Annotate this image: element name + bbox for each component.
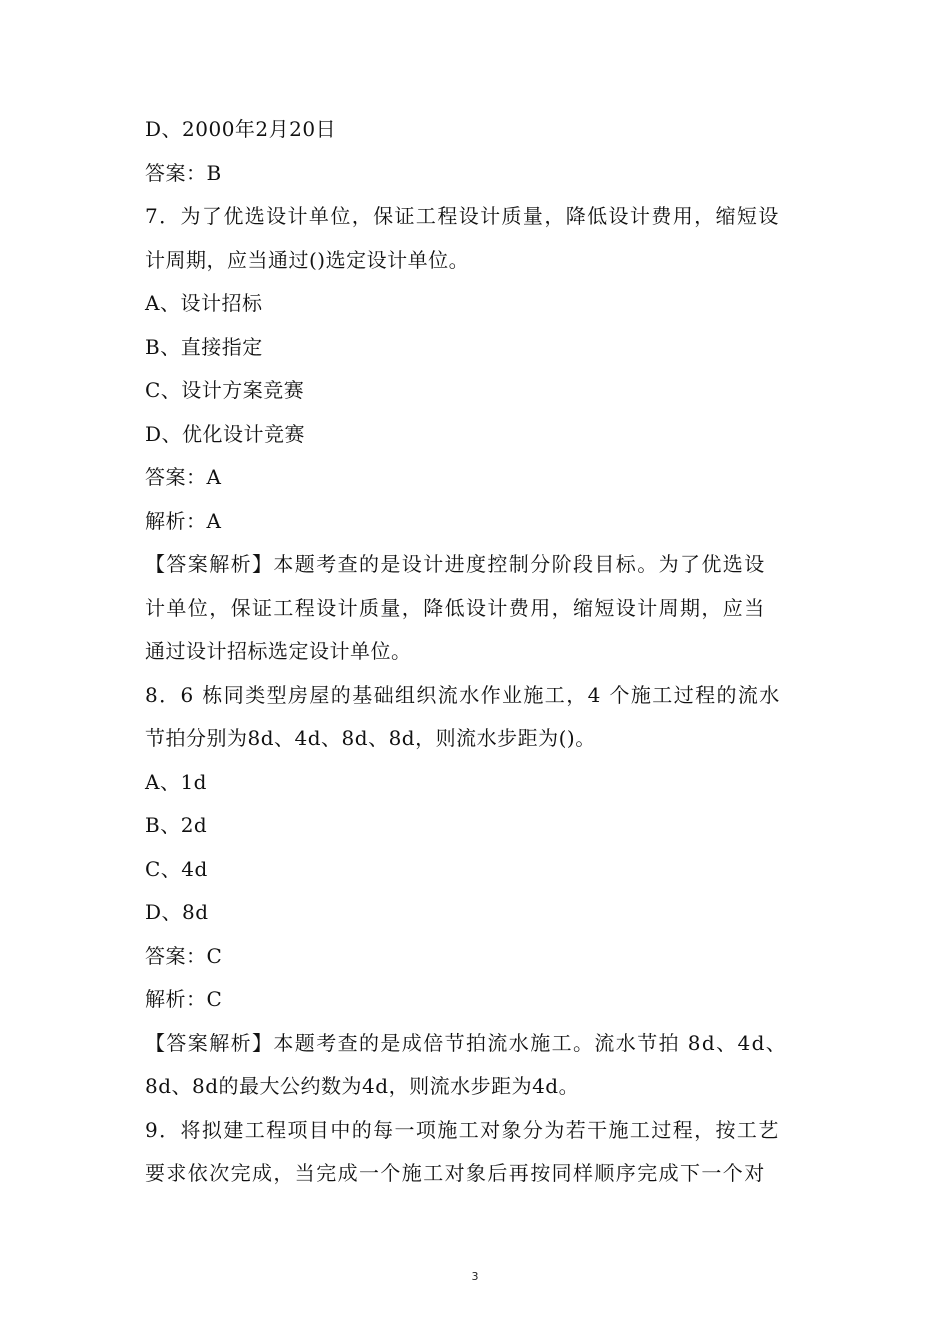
option-a-q8: A、1d xyxy=(145,769,207,794)
question-7-line-1: 7．为了优选设计单位，保证工程设计质量，降低设计费用，缩短设 xyxy=(145,204,780,228)
option-d-q6: D、2000年2月20日 xyxy=(145,117,337,141)
answer-q8: 答案：C xyxy=(145,943,223,968)
question-9-line-1: 9．将拟建工程项目中的每一项施工对象分为若干施工过程，按工艺 xyxy=(145,1117,780,1142)
explanation-q8-line-2: 8d、8d的最大公约数为4d，则流水步距为4d。 xyxy=(145,1074,580,1098)
page-number: 3 xyxy=(471,1270,479,1283)
analysis-q8: 解析：C xyxy=(145,987,223,1011)
question-9-line-2: 要求依次完成，当完成一个施工对象后再按同样顺序完成下一个对 xyxy=(145,1161,766,1185)
explanation-q7-line-3: 通过设计招标选定设计单位。 xyxy=(145,639,412,663)
document-body xyxy=(145,108,810,1196)
option-b-q7: B、直接指定 xyxy=(145,334,263,359)
question-7-line-2: 计周期，应当通过()选定设计单位。 xyxy=(145,247,470,272)
explanation-q7-line-1: 【答案解析】本题考查的是设计进度控制分阶段目标。为了优选设 xyxy=(145,552,766,576)
question-8-line-2: 节拍分别为8d、4d、8d、8d，则流水步距为()。 xyxy=(145,726,596,750)
answer-q7: 答案：A xyxy=(145,465,222,489)
option-c-q8: C、4d xyxy=(145,856,208,881)
option-b-q8: B、2d xyxy=(145,813,208,837)
option-d-q8: D、8d xyxy=(145,900,209,924)
option-d-q7: D、优化设计竞赛 xyxy=(145,421,306,446)
explanation-q8-line-1: 【答案解析】本题考查的是成倍节拍流水施工。流水节拍 8d、4d、 xyxy=(145,1030,788,1055)
question-8-line-1: 8．6 栋同类型房屋的基础组织流水作业施工，4 个施工过程的流水 xyxy=(145,682,781,707)
option-c-q7: C、设计方案竞赛 xyxy=(145,378,305,402)
analysis-q7: 解析：A xyxy=(145,508,222,533)
option-a-q7: A、设计招标 xyxy=(145,291,263,315)
answer-q6: 答案：B xyxy=(145,160,222,185)
explanation-q7-line-2: 计单位，保证工程设计质量，降低设计费用，缩短设计周期，应当 xyxy=(145,595,766,620)
